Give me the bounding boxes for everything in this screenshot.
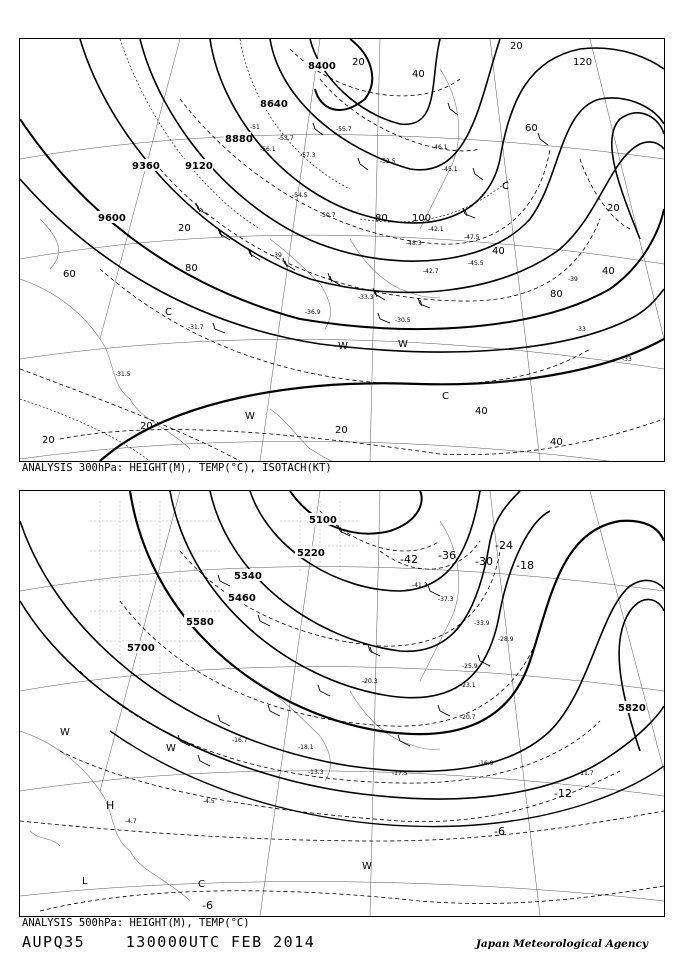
temp-label: -36.9 xyxy=(305,309,321,316)
height-contours xyxy=(20,491,664,827)
isotherm-label: -30 xyxy=(475,555,493,568)
isotach-label: 80 xyxy=(550,289,563,300)
isotach-label: 80 xyxy=(185,263,198,274)
isotach-label: 40 xyxy=(602,266,615,277)
isotach-label: 20 xyxy=(140,421,153,432)
cold-center-marker: C xyxy=(442,391,449,402)
isotach-label: 20 xyxy=(510,41,523,52)
isotach-label: 20 xyxy=(42,435,55,446)
isotherm-label: -18 xyxy=(516,559,534,572)
lower-chart-map xyxy=(20,491,664,916)
temp-label: -53.7 xyxy=(278,135,294,142)
cold-center-marker: C xyxy=(165,307,172,318)
lower-chart-caption: ANALYSIS 500hPa: HEIGHT(M), TEMP(°C) xyxy=(22,917,250,929)
isotach-label: 20 xyxy=(352,57,365,68)
height-label: 5460 xyxy=(228,593,256,604)
height-label: 9360 xyxy=(132,161,160,172)
isotherm-label: -36 xyxy=(438,549,456,562)
temp-label: -11.7 xyxy=(578,770,594,777)
warm-center-marker: W xyxy=(245,411,255,422)
temp-label: -50.7 xyxy=(320,212,336,219)
temp-label: -54.5 xyxy=(292,192,308,199)
isotach-label: 20 xyxy=(607,203,620,214)
cold-center-marker: C xyxy=(198,879,205,890)
temp-label: -45.5 xyxy=(468,260,484,267)
isotach-label: 40 xyxy=(492,246,505,257)
temp-label: -18.1 xyxy=(298,744,314,751)
isotach-label: 60 xyxy=(63,269,76,280)
agency-name: Japan Meteorological Agency xyxy=(475,938,648,950)
isotherm-label: -42 xyxy=(400,553,418,566)
height-label: 8400 xyxy=(308,61,336,72)
temp-label: -39 xyxy=(272,252,282,259)
upper-chart-caption: ANALYSIS 300hPa: HEIGHT(M), TEMP(°C), ISOTACH(KT) xyxy=(22,462,332,474)
isotach-label: 80 xyxy=(375,213,388,224)
chart-footer xyxy=(22,933,345,951)
isotach-label: 40 xyxy=(550,437,563,448)
height-label: 5700 xyxy=(127,643,155,654)
coastlines xyxy=(20,69,459,461)
temp-label: -31.7 xyxy=(188,324,204,331)
height-label: 9120 xyxy=(185,161,213,172)
isotach-label: 120 xyxy=(573,57,593,68)
temp-label: -33 xyxy=(622,356,632,363)
temp-label: -25.9 xyxy=(462,663,478,670)
isotach-label: 20 xyxy=(178,223,191,234)
temp-label: -33.9 xyxy=(474,620,490,627)
temp-label: -39 xyxy=(568,276,578,283)
height-contours xyxy=(20,39,664,461)
high-pressure-marker: H xyxy=(106,799,115,812)
temp-label: -42.1 xyxy=(428,226,444,233)
temp-label: -33 xyxy=(576,326,586,333)
temp-label: -20.7 xyxy=(460,714,476,721)
temp-label: -17.5 xyxy=(392,770,408,777)
height-label: 8880 xyxy=(225,134,253,145)
temp-label: -23.1 xyxy=(460,682,476,689)
isotherm-label: -12 xyxy=(554,787,572,800)
height-label: 5820 xyxy=(618,703,646,714)
isotherm-label: -24 xyxy=(495,539,513,552)
warm-center-marker: W xyxy=(338,341,348,352)
isotach-label: 40 xyxy=(412,69,425,80)
low-pressure-marker: L xyxy=(82,876,88,887)
warm-center-marker: W xyxy=(60,727,70,738)
isotach-label: 20 xyxy=(335,425,348,436)
temp-label: -28.9 xyxy=(498,636,514,643)
chart-code: AUPQ35 xyxy=(22,933,86,951)
warm-center-marker: W xyxy=(398,339,408,350)
cold-center-marker: C xyxy=(502,181,509,192)
temp-label: -51 xyxy=(250,124,260,131)
temp-label: -46.1 xyxy=(432,144,448,151)
warm-center-marker: W xyxy=(166,743,176,754)
height-label: 5100 xyxy=(309,515,337,526)
height-label: 9600 xyxy=(98,213,126,224)
temp-label: -4.5 xyxy=(203,798,215,805)
temp-label: -45.1 xyxy=(442,166,458,173)
valid-time: 130000UTC FEB 2014 xyxy=(125,933,316,951)
isotach-label: 60 xyxy=(525,123,538,134)
upper-chart-map xyxy=(20,39,664,461)
temp-label: -4.7 xyxy=(125,818,137,825)
isotach-label: 100 xyxy=(412,213,432,224)
isotherm-label: -6 xyxy=(202,899,213,912)
height-label: 5220 xyxy=(297,548,325,559)
temp-label: -52.5 xyxy=(380,158,396,165)
hatched-area xyxy=(90,501,360,691)
temp-label: -47.5 xyxy=(464,234,480,241)
lower-chart-500hpa xyxy=(19,490,665,917)
temp-label: -13.3 xyxy=(308,769,324,776)
temp-label: -30.5 xyxy=(395,317,411,324)
height-label: 5580 xyxy=(186,617,214,628)
temp-label: -57.3 xyxy=(300,152,316,159)
isotherm-label: -6 xyxy=(494,825,505,838)
temp-label: -20.3 xyxy=(362,678,378,685)
temp-label: -33.3 xyxy=(358,294,374,301)
temp-label: -55.7 xyxy=(336,126,352,133)
temp-label: -48.3 xyxy=(406,240,422,247)
height-label: 5340 xyxy=(234,571,262,582)
temp-label: -42.7 xyxy=(423,268,439,275)
isotherms xyxy=(20,511,664,911)
graticule xyxy=(20,39,664,461)
temp-label: -37.3 xyxy=(438,596,454,603)
temp-label: -31.5 xyxy=(115,371,131,378)
warm-center-marker: W xyxy=(362,861,372,872)
temp-label: -41.3 xyxy=(412,582,428,589)
isotach-label: 40 xyxy=(475,406,488,417)
temp-label: -16.9 xyxy=(478,760,494,767)
height-label: 8640 xyxy=(260,99,288,110)
upper-chart-300hpa xyxy=(19,38,665,462)
temp-label: -16.7 xyxy=(232,737,248,744)
graticule xyxy=(20,491,664,916)
temp-label: -56.1 xyxy=(260,146,276,153)
